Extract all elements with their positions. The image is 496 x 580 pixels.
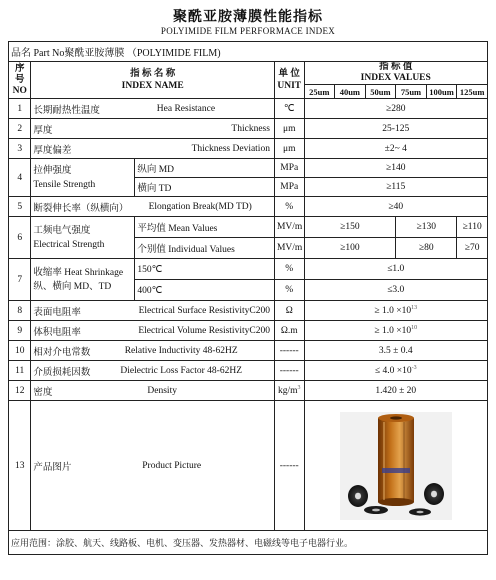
row-unit: ℃ [274,99,304,119]
row-no: 7 [9,259,31,301]
row-name-en: Dielectric Loss Factor 48-62HZ [120,365,242,376]
row-value: ≥70 [457,238,488,259]
row-name-en: Relative Inductivity 48-62HZ [124,345,238,356]
thickness-40: 40um [335,85,366,99]
row-unit: ------ [274,401,304,531]
row-name-en: Thickness [231,123,270,134]
header-values-zh: 指 标 值 [379,62,413,72]
row-index-name [31,321,275,341]
row-value: ≥110 [457,217,488,238]
table-row [9,361,488,381]
thickness-25: 25um [304,85,335,99]
row-name-en: Thickness Deviation [191,143,270,154]
row-value-exponent: 13 [411,304,418,311]
row-name-en: 纵、横向 MD、TD [33,281,112,292]
row-sub-label: 横向 TD [135,178,275,197]
row-name-zh: 介质损耗因数 [33,367,91,378]
row-sub-label: 个别值 Individual Values [135,238,275,259]
table-row [9,401,488,531]
product-photo [340,412,452,520]
row-no: 8 [9,301,31,321]
row-name-zh: 体积电阻率 [33,327,81,338]
row-value [304,321,488,341]
table-row [9,341,488,361]
header-no-en: NO [12,85,27,96]
row-value-base: ≥ 1.0 ×10 [374,306,412,317]
row-value: 25-125 [304,119,488,139]
row-no: 9 [9,321,31,341]
row-index-name [31,159,135,197]
header-name-zh: 指 标 名 称 [130,69,176,79]
table-row [9,197,488,217]
table-row [9,381,488,401]
row-value: ≥100 [304,238,396,259]
header-name-en: INDEX NAME [121,81,184,91]
row-index-name [31,139,275,159]
row-condition: C200 [249,325,270,336]
row-index-name [31,401,275,531]
row-no: 13 [9,401,31,531]
thickness-75: 75um [396,85,427,99]
row-sub-label: 150℃ [135,259,275,280]
header-unit-en: UNIT [277,81,302,91]
row-index-name [31,341,275,361]
row-unit: MV/m [274,217,304,238]
row-value: ≥80 [396,238,457,259]
table-row [9,159,488,178]
header-unit-zh: 单 位 [278,69,300,79]
row-name-zh: 相对介电常数 [33,347,91,358]
row-value-base: ≤ 4.0 ×10 [374,366,412,377]
row-sub-label: 平均值 Mean Values [135,217,275,238]
product-name: 品名 Part No聚酰亚胺薄膜 （POLYIMIDE FILM) [9,42,488,62]
row-name-zh: 工频电气强度 [33,225,91,236]
row-index-name [31,197,275,217]
row-name-zh: 长期耐热性温度 [33,105,100,116]
page-subtitle: POLYIMIDE FILM PERFORMACE INDEX [160,26,336,36]
row-name-en: Product Picture [142,460,202,471]
row-unit: % [274,259,304,280]
row-value: 1.420 ± 20 [304,381,488,401]
header-unit [274,62,304,99]
product-picture-cell [304,401,488,531]
row-name-zh: 厚度偏差 [33,145,72,156]
row-value: ≥280 [304,99,488,119]
row-no: 6 [9,217,31,259]
table-row [9,301,488,321]
row-name-en: Electrical Strength [33,239,105,250]
row-value [304,361,488,381]
row-index-name [31,99,275,119]
row-unit: % [274,280,304,301]
row-name-en: Hea Resistance [156,103,216,114]
row-value: ≥115 [304,178,488,197]
row-name-zh: 产品图片 [33,462,72,473]
row-unit: MPa [274,159,304,178]
row-value: ≤3.0 [304,280,488,301]
row-unit-base: kg/m [277,386,298,397]
row-index-name [31,381,275,401]
row-unit: Ω.m [274,321,304,341]
table-header-row [9,62,488,85]
row-name-zh: 收缩率 Heat Shrinkage [33,267,124,278]
row-unit: % [274,197,304,217]
row-no: 10 [9,341,31,361]
table-row [9,99,488,119]
row-index-name [31,259,135,301]
spec-table [8,41,488,555]
thickness-50: 50um [365,85,396,99]
row-unit: ------ [274,341,304,361]
row-index-name [31,301,275,321]
row-unit: Ω [274,301,304,321]
row-unit: MPa [274,178,304,197]
row-name-en: Electrical Surface Resistivity [138,305,250,316]
row-unit: ------ [274,361,304,381]
row-no: 3 [9,139,31,159]
row-no: 11 [9,361,31,381]
row-value: ≥130 [396,217,457,238]
row-name-zh: 厚度 [33,125,53,136]
row-no: 5 [9,197,31,217]
row-index-name [31,217,135,259]
row-value: 3.5 ± 0.4 [304,341,488,361]
table-row [9,217,488,238]
row-name-en: Electrical Volume Resistivity [138,325,250,336]
row-condition: C200 [249,305,270,316]
row-index-name [31,119,275,139]
row-value-exponent: -3 [411,364,417,371]
header-no-zh-2: 号 [14,74,25,85]
row-sub-label: 400℃ [135,280,275,301]
row-value-exponent: 10 [411,324,418,331]
page-title: 聚酰亚胺薄膜性能指标 [173,9,323,25]
row-value [304,301,488,321]
product-name-row [9,42,488,62]
table-row [9,119,488,139]
header-index-name [31,62,275,99]
row-unit: μm [274,119,304,139]
row-index-name [31,361,275,381]
table-row [9,321,488,341]
table-row [9,259,488,280]
row-name-zh: 断裂伸长率（纵横向） [33,203,129,214]
row-unit-exponent: 3 [297,384,301,391]
row-name-zh: 表面电阻率 [33,307,81,318]
thickness-125: 125um [457,85,488,99]
row-no: 2 [9,119,31,139]
row-name-en: Elongation Break(MD TD) [148,201,252,212]
application-scope: 应用范围：涂胶、航天、线路板、电机、变压器、发热器材、电磁线等电子电器行业。 [9,531,488,555]
row-unit: MV/m [274,238,304,259]
header-no [9,62,31,99]
row-value: ≥40 [304,197,488,217]
row-value: ≥140 [304,159,488,178]
row-no: 4 [9,159,31,197]
row-value-base: ≥ 1.0 ×10 [374,326,412,337]
row-no: 1 [9,99,31,119]
row-sub-label: 纵向 MD [135,159,275,178]
row-name-zh: 拉伸强度 [33,165,72,176]
polyimide-film-roll-image [340,412,452,520]
row-value: ±2~ 4 [304,139,488,159]
row-unit: μm [274,139,304,159]
row-value: ≤1.0 [304,259,488,280]
header-index-values [304,62,488,85]
row-value: ≥150 [304,217,396,238]
thickness-100: 100um [426,85,457,99]
row-name-zh: 密度 [33,387,53,398]
header-values-en: INDEX VALUES [360,73,431,83]
row-no: 12 [9,381,31,401]
application-row [9,531,488,555]
header-no-zh-1: 序 [14,63,25,74]
row-name-en: Tensile Strength [33,179,96,190]
row-name-en: Density [147,385,177,396]
table-row [9,139,488,159]
row-unit [274,381,304,401]
